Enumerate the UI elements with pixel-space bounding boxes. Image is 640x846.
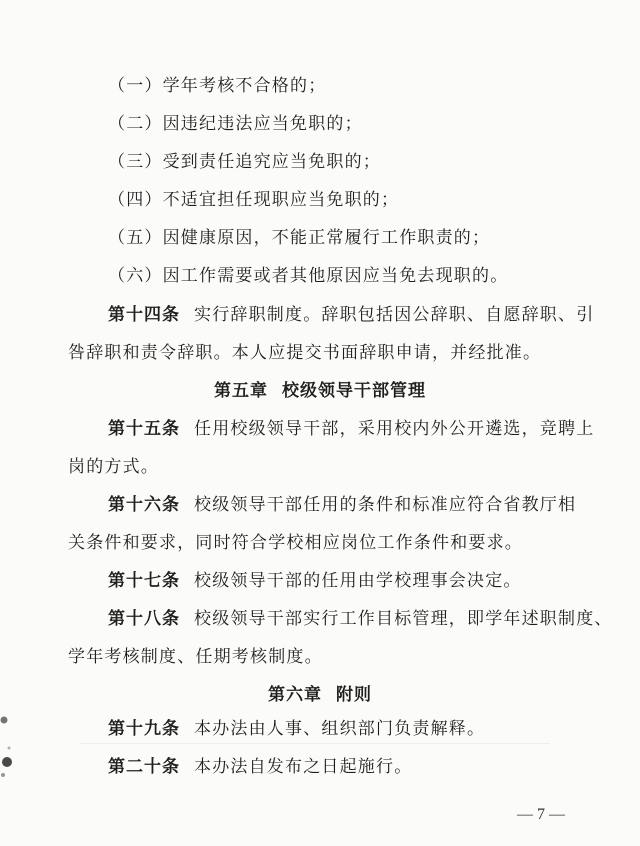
- chapter-heading: [0, 684, 640, 706]
- article-label: 第十七条: [108, 571, 180, 591]
- article-19: [108, 718, 574, 740]
- article-18-continuation: 学年考核制度、任期考核制度。: [68, 647, 323, 667]
- list-item: （三）受到责任追究应当免职的；: [108, 152, 381, 172]
- article-20: [108, 756, 574, 778]
- chapter-title: 校级领导干部管理: [282, 381, 426, 401]
- chapter-number: 第五章: [214, 381, 268, 401]
- list-item: （二）因违纪违法应当免职的；: [108, 114, 363, 134]
- article-label: 第十八条: [108, 609, 180, 629]
- scan-smudge: [0, 700, 18, 810]
- article-text: 本办法由人事、组织部门负责解释。: [194, 719, 486, 739]
- article-16-continuation: 关条件和要求，同时符合学校相应岗位工作条件和要求。: [68, 533, 523, 553]
- article-text: 校级领导干部实行工作目标管理，即学年述职制度、: [194, 609, 613, 629]
- article-label: 第十九条: [108, 719, 180, 739]
- article-text: 本办法自发布之日起施行。: [194, 757, 413, 777]
- article-15: [108, 418, 595, 440]
- article-label: 第十六条: [108, 495, 180, 515]
- article-text: 任用校级领导干部，采用校内外公开遴选，竞聘上: [194, 419, 595, 439]
- article-14-continuation: 咎辞职和责令辞职。本人应提交书面辞职申请，并经批准。: [68, 343, 542, 363]
- article-label: 第二十条: [108, 757, 180, 777]
- article-17: [108, 570, 574, 592]
- list-item: （一）学年考核不合格的；: [108, 76, 327, 96]
- article-label: 第十四条: [108, 305, 180, 325]
- page-number: — 7 —: [517, 806, 565, 823]
- article-15-continuation: 岗的方式。: [68, 457, 159, 477]
- chapter-heading: [0, 380, 640, 402]
- article-text: 校级领导干部的任用由学校理事会决定。: [194, 571, 522, 591]
- list-item: （六）因工作需要或者其他原因应当免去现职的。: [108, 266, 509, 286]
- faint-rule: [80, 743, 550, 744]
- chapter-title: 附则: [336, 685, 372, 705]
- article-text: 校级领导干部任用的条件和标准应符合省教厅相: [194, 495, 577, 515]
- article-14: [108, 304, 595, 326]
- article-18: [108, 608, 613, 630]
- chapter-number: 第六章: [268, 685, 322, 705]
- article-text: 实行辞职制度。辞职包括因公辞职、自愿辞职、引: [194, 305, 595, 325]
- article-label: 第十五条: [108, 419, 180, 439]
- list-item: （四）不适宜担任现职应当免职的；: [108, 190, 400, 210]
- list-item: （五）因健康原因，不能正常履行工作职责的；: [108, 228, 491, 248]
- article-16: [108, 494, 577, 516]
